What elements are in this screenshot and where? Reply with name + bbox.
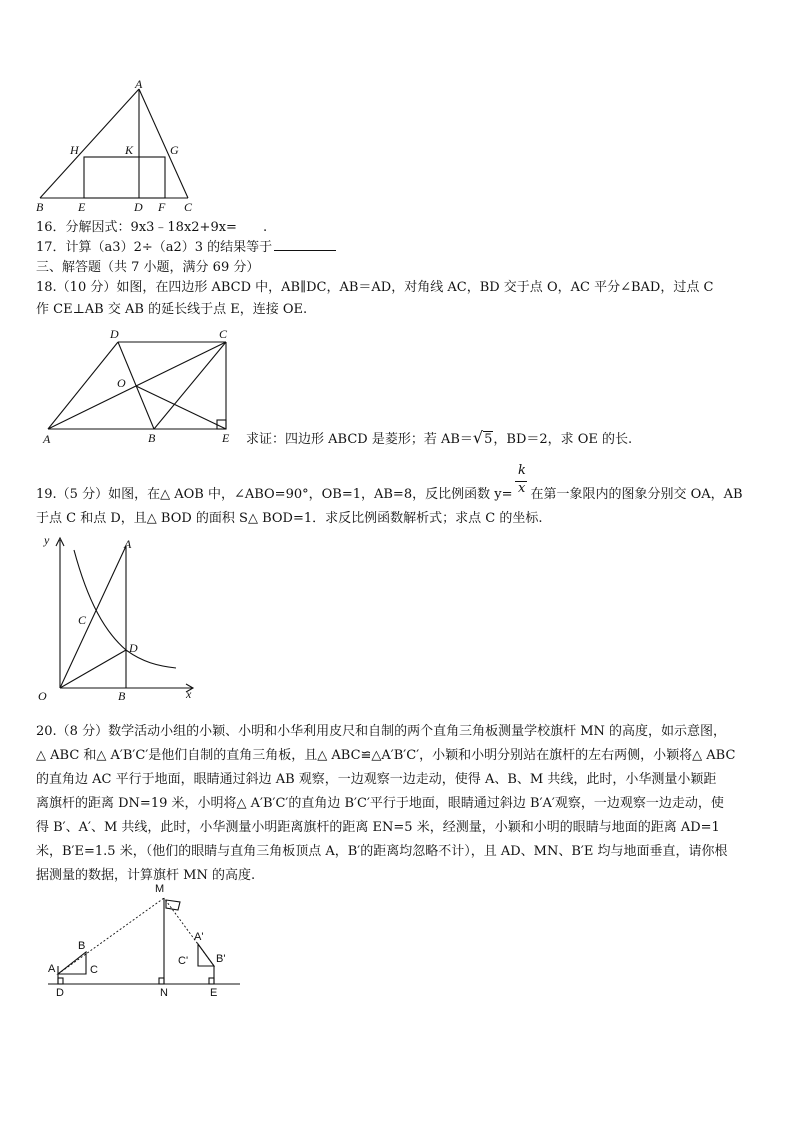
question-20-line6: 米，B′E=1.5 米，（他们的眼睛与直角三角板顶点 A，B′的距离均忽略不计），且 AD、MN、B′E 均与地面垂直，请你根 [36, 844, 728, 859]
label-B: B [118, 689, 126, 703]
label-x: x [186, 687, 192, 701]
label-G: G [170, 143, 179, 157]
label-C-prime: C' [178, 955, 189, 967]
question-20-line1: 20.（8 分）数学活动小组的小颖、小明和小华利用皮尺和自制的两个直角三角板测量学校旗杆 MN 的高度，如示意图， [36, 724, 727, 739]
label-D: D [56, 987, 64, 999]
label-D: D [129, 641, 138, 655]
question-18-line2: 作 CE⊥AB 交 AB 的延长线于点 E，连接 OE. [36, 302, 308, 317]
question-20-line4: 离旗杆的距离 DN=19 米，小明将△ A′B′C′的直角边 B′C′平行于地面，眼睛通过斜边 B′A′观察，一边观察一边走动，使 [36, 796, 724, 811]
sqrt-value: 5 [484, 432, 493, 447]
label-E: E [210, 987, 218, 999]
label-y: y [44, 533, 50, 547]
question-18-prove [246, 428, 632, 450]
question-18-line1: 18.（10 分）如图，在四边形 ABCD 中，AB∥DC，AB＝AD，对角线 AC，BD 交于点 O，AC 平分∠BAD，过点 C [36, 280, 714, 295]
prove-text-a: 求证：四边形 ABCD 是菱形；若 AB＝ [246, 432, 473, 447]
question-20-line5: 得 B′、A′、M 共线，此时，小华测量小明距离旗杆的距离 EN=5 米，经测量，小颖和小明的眼睛与地面的距离 AD=1 [36, 820, 720, 835]
label-N: N [160, 987, 168, 999]
prove-text-b: ，BD＝2，求 OE 的长. [493, 432, 633, 447]
question-16: 16．分解因式：9x3﹣18x2+9x= . [36, 220, 268, 235]
label-H: H [70, 143, 79, 157]
triangle-rectangle-figure [30, 77, 210, 215]
label-B-prime: B' [216, 953, 226, 965]
question-19-line2: 于点 C 和点 D，且△ BOD 的面积 S△ BOD=1．求反比例函数解析式；求点 C 的坐标. [36, 511, 543, 526]
question-19-line1 [36, 485, 743, 505]
label-B: B [148, 431, 156, 445]
label-D: D [110, 327, 119, 341]
label-E: E [222, 431, 230, 445]
question-20-line2: △ ABC 和△ A′B′C′是他们自制的直角三角板，且△ ABC≌△A′B′C′，小颖和小明分别站在旗杆的左右两侧，小颖将△ ABC [36, 748, 736, 763]
question-17-text: 17．计算（a3）2÷（a2）3 的结果等于 [36, 240, 273, 255]
section-heading: 三、解答题（共 7 小题，满分 69 分） [36, 260, 260, 275]
rhombus-figure [36, 326, 246, 446]
label-C: C [78, 613, 87, 627]
question-20-line7: 据测量的数据，计算旗杆 MN 的高度. [36, 868, 256, 883]
label-C: C [90, 964, 98, 976]
label-E: E [78, 200, 86, 214]
inverse-function-graph [30, 532, 210, 702]
label-A: A [43, 432, 51, 446]
answer-blank[interactable] [274, 238, 336, 251]
label-A: A [48, 963, 56, 975]
label-B: B [36, 200, 44, 214]
fraction-denominator: x [518, 481, 526, 496]
label-C: C [219, 327, 228, 341]
label-F: F [158, 200, 166, 214]
label-A-prime: A' [194, 931, 204, 943]
question-17 [36, 238, 336, 258]
label-O: O [38, 689, 47, 703]
question-20-line3: 的直角边 AC 平行于地面，眼睛通过斜边 AB 观察，一边观察一边走动，使得 A、B、M 共线，此时，小华测量小颖距 [36, 772, 717, 787]
sqrt-symbol: √ [472, 428, 484, 447]
fraction-numerator: k [518, 463, 526, 478]
label-O: O [117, 376, 126, 390]
question-19-text-a: 19.（5 分）如图，在△ AOB 中，∠ABO=90°，OB=1，AB=8，反比例函数 y= [36, 487, 513, 502]
flagpole-figure [40, 878, 250, 1003]
label-D: D [134, 200, 143, 214]
label-A: A [124, 537, 132, 551]
label-M: M [155, 883, 165, 895]
label-C: C [184, 200, 193, 214]
label-B: B [78, 940, 86, 952]
label-K: K [125, 143, 134, 157]
label-A: A [135, 77, 143, 91]
question-19-text-b: 在第一象限内的图象分别交 OA，AB [530, 487, 743, 502]
